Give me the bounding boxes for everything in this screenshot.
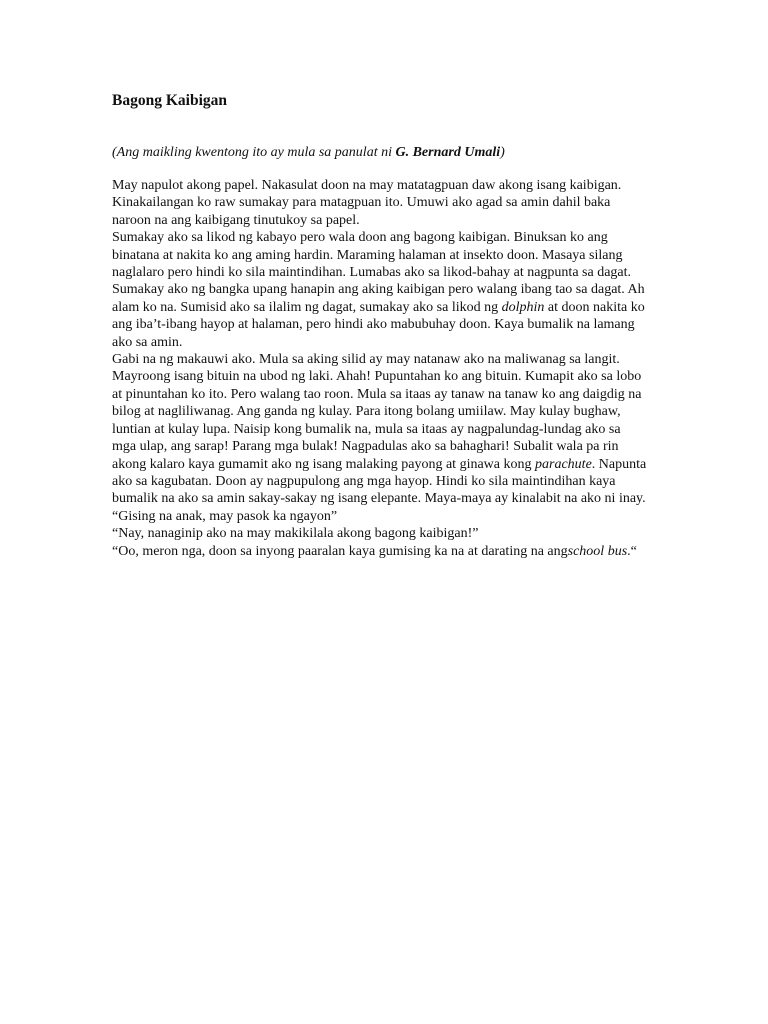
- attribution-prefix: (Ang maikling kwentong ito ay mula sa panulat ni: [112, 145, 396, 160]
- paragraph-text: “Nay, nanaginip ako na may makikilala akong bagong kaibigan!”: [112, 526, 479, 542]
- paragraph-text: “Oo, meron nga, doon sa inyong paaralan kaya gumising ka na at darating na ang: [112, 543, 568, 559]
- document-title: Bagong Kaibigan: [112, 92, 227, 109]
- attribution-author: G. Bernard Umali: [395, 145, 501, 160]
- paragraph-italic-word: dolphin: [501, 299, 545, 315]
- dialogue-line-1: [112, 508, 647, 525]
- paragraph-italic-word: school bus: [567, 543, 628, 559]
- story-text: [112, 177, 647, 560]
- paragraph-text: .“: [627, 543, 637, 559]
- attribution-line: [112, 144, 647, 161]
- dialogue-line-2: [112, 525, 647, 542]
- paragraph-italic-word: parachute: [535, 456, 592, 472]
- paragraph-text: “Gising na anak, may pasok ka ngayon”: [112, 508, 338, 524]
- paragraph-1: [112, 177, 647, 229]
- paragraph-text: Gabi na ng makauwi ako. Mula sa aking silid ay may natanaw ako na maliwanag sa langit. Mayroong isang bituin na ubod ng laki. Ahah! Pupuntahan ko ang bituin. Kumapit ako sa lobo at pinuntahan ko ito. Pero walang tao roon. Mula sa itaas ay tanaw na tanaw ko ang daigdig na bilog at nagliliwanag. Ang ganda ng kulay. Para itong bolang umiilaw. May kulay bughaw, luntian at kulay lupa. Naisip kong bumalik na, mula sa itaas ay nagpalundag-lundag ako sa mga ulap, ang sarap! Parang mga bulak! Nagpadulas ako sa bahaghari! Subalit wala pa rin akong kalaro kaya gumamit ako ng isang malaking payong at ginawa kong: [112, 352, 642, 472]
- paragraph-text: May napulot akong papel. Nakasulat doon na may matatagpuan daw akong isang kaibigan. Kinakailangan ko raw sumakay para matagpuan ito. Umuwi ako agad sa amin dahil baka naroon na ang kaibigang tinutukoy sa papel.: [112, 178, 622, 228]
- paragraph-2: [112, 229, 647, 351]
- paragraph-3: [112, 351, 647, 508]
- document-body: [112, 92, 647, 560]
- dialogue-line-3: [112, 543, 647, 560]
- attribution-suffix: ): [500, 145, 505, 160]
- paragraph-text: at doon nakita ko ang iba’t-ibang hayop at halaman, pero hindi ako mabubuhay doon. Kaya bumalik na lamang ako sa amin.: [112, 299, 645, 350]
- paragraph-text: . Napunta ako sa kagubatan. Doon ay nagpupulong ang mga hayop. Hindi ko sila maintindihan kaya bumalik na ako sa amin sakay-sakay ng isang elepante. Maya-maya ay kinalabit na ako ni inay.: [112, 456, 647, 507]
- paragraph-text: Sumakay ako sa likod ng kabayo pero wala doon ang bagong kaibigan. Binuksan ko ang binatana at nakita ko ang aming hardin. Maraming halaman at insekto doon. Masaya silang naglalaro pero hindi ko sila maintindihan. Lumabas ako sa likod-bahay at nagpunta sa dagat. Sumakay ako ng bangka upang hanapin ang aking kaibigan pero walang ibang tao sa dagat. Ah alam ko na. Sumisid ako sa ilalim ng dagat, sumakay ako sa likod ng: [112, 230, 645, 315]
